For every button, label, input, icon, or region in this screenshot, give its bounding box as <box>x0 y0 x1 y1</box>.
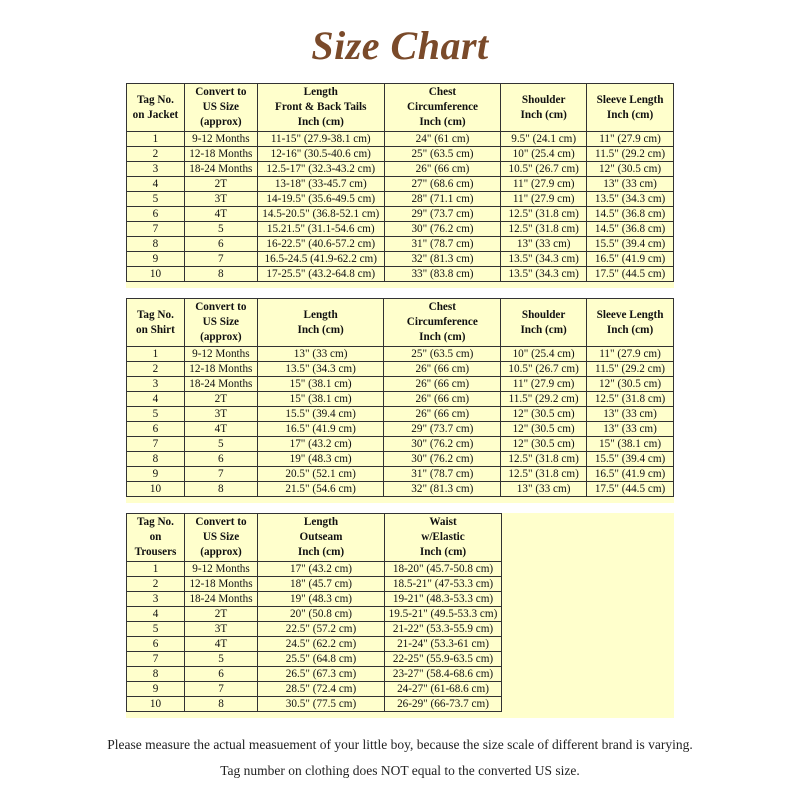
table-row <box>127 162 674 177</box>
header-tag-no: Tag No. on Trousers <box>127 514 185 562</box>
cell-length: 15.5" (39.4 cm) <box>257 407 384 422</box>
trousers-size-table <box>126 513 502 712</box>
cell-tag-no: 5 <box>127 192 185 207</box>
tag-number-note: Tag number on clothing does NOT equal to the converted US size. <box>220 763 580 778</box>
cell-us-size: 2T <box>184 177 257 192</box>
cell-length: 11-15" (27.9-38.1 cm) <box>257 132 384 147</box>
cell-shoulder: 10.5" (26.7 cm) <box>501 362 587 377</box>
header-sleeve: Sleeve Length Inch (cm) <box>587 84 674 132</box>
shirt-panel <box>126 298 674 503</box>
cell-chest: 28" (71.1 cm) <box>384 192 501 207</box>
cell-sleeve: 17.5" (44.5 cm) <box>587 267 674 282</box>
table-row <box>127 377 674 392</box>
cell-chest: 26" (66 cm) <box>384 377 501 392</box>
table-row <box>127 592 502 607</box>
cell-tag-no: 10 <box>127 482 185 497</box>
table-row <box>127 622 502 637</box>
cell-shoulder: 12.5" (31.8 cm) <box>501 452 587 467</box>
cell-shoulder: 11" (27.9 cm) <box>501 192 587 207</box>
cell-shoulder: 12.5" (31.8 cm) <box>501 207 587 222</box>
cell-shoulder: 9.5" (24.1 cm) <box>501 132 587 147</box>
cell-us-size: 9-12 Months <box>184 132 257 147</box>
table-row <box>127 437 674 452</box>
table-row <box>127 347 674 362</box>
cell-tag-no: 1 <box>127 562 185 577</box>
cell-length: 26.5" (67.3 cm) <box>258 667 385 682</box>
cell-tag-no: 9 <box>127 682 185 697</box>
cell-length: 13.5" (34.3 cm) <box>257 362 384 377</box>
cell-us-size: 18-24 Months <box>185 592 258 607</box>
cell-us-size: 3T <box>184 192 257 207</box>
cell-shoulder: 13" (33 cm) <box>501 237 587 252</box>
cell-shoulder: 10" (25.4 cm) <box>501 147 587 162</box>
table-header-row <box>127 514 502 562</box>
cell-length: 20.5" (52.1 cm) <box>257 467 384 482</box>
cell-sleeve: 13" (33 cm) <box>587 177 674 192</box>
cell-tag-no: 6 <box>127 637 185 652</box>
cell-chest: 33" (83.8 cm) <box>384 267 501 282</box>
table-row <box>127 192 674 207</box>
shirt-size-table <box>126 298 674 497</box>
cell-length: 17-25.5" (43.2-64.8 cm) <box>257 267 384 282</box>
cell-length: 15" (38.1 cm) <box>257 392 384 407</box>
cell-chest: 29" (73.7 cm) <box>384 422 501 437</box>
cell-us-size: 7 <box>185 682 258 697</box>
cell-length: 13-18" (33-45.7 cm) <box>257 177 384 192</box>
table-row <box>127 607 502 622</box>
cell-us-size: 2T <box>184 392 257 407</box>
cell-shoulder: 11" (27.9 cm) <box>501 377 587 392</box>
cell-sleeve: 13" (33 cm) <box>587 407 674 422</box>
cell-length: 16.5-24.5 (41.9-62.2 cm) <box>257 252 384 267</box>
page-title: Size Chart <box>311 23 489 68</box>
table-row <box>127 407 674 422</box>
table-row <box>127 562 502 577</box>
cell-shoulder: 13" (33 cm) <box>501 482 587 497</box>
cell-us-size: 12-18 Months <box>184 362 257 377</box>
header-us-size: Convert to US Size (approx) <box>185 514 258 562</box>
table-row <box>127 252 674 267</box>
table-row <box>127 452 674 467</box>
cell-length: 19" (48.3 cm) <box>258 592 385 607</box>
cell-length: 22.5" (57.2 cm) <box>258 622 385 637</box>
cell-shoulder: 12" (30.5 cm) <box>501 407 587 422</box>
cell-chest: 26" (66 cm) <box>384 392 501 407</box>
table-header-row <box>127 84 674 132</box>
header-length: Length Front & Back Tails Inch (cm) <box>257 84 384 132</box>
header-sleeve: Sleeve Length Inch (cm) <box>587 299 674 347</box>
table-row <box>127 177 674 192</box>
cell-sleeve: 12" (30.5 cm) <box>587 377 674 392</box>
cell-chest: 27" (68.6 cm) <box>384 177 501 192</box>
cell-length: 12.5-17" (32.3-43.2 cm) <box>257 162 384 177</box>
cell-tag-no: 4 <box>127 177 185 192</box>
cell-shoulder: 13.5" (34.3 cm) <box>501 267 587 282</box>
cell-length: 14-19.5" (35.6-49.5 cm) <box>257 192 384 207</box>
cell-chest: 29" (73.7 cm) <box>384 207 501 222</box>
header-length: Length Inch (cm) <box>257 299 384 347</box>
cell-waist: 24-27" (61-68.6 cm) <box>385 682 502 697</box>
cell-tag-no: 8 <box>127 237 185 252</box>
cell-waist: 21-24" (53.3-61 cm) <box>385 637 502 652</box>
cell-chest: 25" (63.5 cm) <box>384 347 501 362</box>
cell-length: 16-22.5" (40.6-57.2 cm) <box>257 237 384 252</box>
cell-us-size: 8 <box>184 267 257 282</box>
header-chest: Chest Circumference Inch (cm) <box>384 84 501 132</box>
cell-sleeve: 11" (27.9 cm) <box>587 347 674 362</box>
cell-waist: 26-29" (66-73.7 cm) <box>385 697 502 712</box>
cell-tag-no: 2 <box>127 577 185 592</box>
table-row <box>127 577 502 592</box>
trousers-panel <box>126 513 674 718</box>
table-row <box>127 697 502 712</box>
table-header-row <box>127 299 674 347</box>
cell-tag-no: 1 <box>127 132 185 147</box>
cell-chest: 30" (76.2 cm) <box>384 452 501 467</box>
cell-length: 15.21.5" (31.1-54.6 cm) <box>257 222 384 237</box>
cell-tag-no: 10 <box>127 267 185 282</box>
header-us-size: Convert to US Size (approx) <box>184 84 257 132</box>
cell-us-size: 9-12 Months <box>184 347 257 362</box>
cell-sleeve: 11" (27.9 cm) <box>587 132 674 147</box>
cell-tag-no: 8 <box>127 452 185 467</box>
cell-us-size: 8 <box>184 482 257 497</box>
table-row <box>127 467 674 482</box>
cell-chest: 26" (66 cm) <box>384 162 501 177</box>
jacket-size-table <box>126 83 674 282</box>
cell-length: 17" (43.2 cm) <box>258 562 385 577</box>
table-row <box>127 222 674 237</box>
cell-shoulder: 11" (27.9 cm) <box>501 177 587 192</box>
cell-tag-no: 5 <box>127 407 185 422</box>
cell-tag-no: 9 <box>127 252 185 267</box>
table-row <box>127 682 502 697</box>
cell-us-size: 3T <box>184 407 257 422</box>
cell-sleeve: 11.5" (29.2 cm) <box>587 147 674 162</box>
cell-length: 18" (45.7 cm) <box>258 577 385 592</box>
cell-shoulder: 10" (25.4 cm) <box>501 347 587 362</box>
cell-us-size: 8 <box>185 697 258 712</box>
table-row <box>127 422 674 437</box>
cell-tag-no: 3 <box>127 592 185 607</box>
cell-length: 17" (43.2 cm) <box>257 437 384 452</box>
cell-tag-no: 4 <box>127 607 185 622</box>
header-shoulder: Shoulder Inch (cm) <box>501 84 587 132</box>
cell-shoulder: 13.5" (34.3 cm) <box>501 252 587 267</box>
table-row <box>127 652 502 667</box>
cell-chest: 26" (66 cm) <box>384 407 501 422</box>
cell-length: 25.5" (64.8 cm) <box>258 652 385 667</box>
jacket-panel <box>126 83 674 288</box>
cell-waist: 19.5-21" (49.5-53.3 cm) <box>385 607 502 622</box>
cell-sleeve: 14.5" (36.8 cm) <box>587 222 674 237</box>
cell-length: 12-16" (30.5-40.6 cm) <box>257 147 384 162</box>
cell-tag-no: 3 <box>127 377 185 392</box>
cell-us-size: 12-18 Months <box>185 577 258 592</box>
header-waist: Waist w/Elastic Inch (cm) <box>385 514 502 562</box>
cell-shoulder: 10.5" (26.7 cm) <box>501 162 587 177</box>
cell-shoulder: 12" (30.5 cm) <box>501 422 587 437</box>
cell-length: 13" (33 cm) <box>257 347 384 362</box>
cell-tag-no: 6 <box>127 207 185 222</box>
cell-us-size: 5 <box>184 437 257 452</box>
cell-sleeve: 16.5" (41.9 cm) <box>587 467 674 482</box>
cell-sleeve: 12" (30.5 cm) <box>587 162 674 177</box>
cell-waist: 22-25" (55.9-63.5 cm) <box>385 652 502 667</box>
table-row <box>127 362 674 377</box>
cell-shoulder: 12.5" (31.8 cm) <box>501 467 587 482</box>
cell-length: 24.5" (62.2 cm) <box>258 637 385 652</box>
cell-chest: 24" (61 cm) <box>384 132 501 147</box>
table-row <box>127 207 674 222</box>
cell-us-size: 2T <box>185 607 258 622</box>
cell-us-size: 3T <box>185 622 258 637</box>
table-row <box>127 147 674 162</box>
table-row <box>127 237 674 252</box>
table-row <box>127 267 674 282</box>
cell-us-size: 18-24 Months <box>184 162 257 177</box>
cell-chest: 32" (81.3 cm) <box>384 252 501 267</box>
table-row <box>127 392 674 407</box>
table-row <box>127 482 674 497</box>
header-tag-no: Tag No. on Jacket <box>127 84 185 132</box>
cell-length: 20" (50.8 cm) <box>258 607 385 622</box>
cell-tag-no: 2 <box>127 362 185 377</box>
cell-chest: 31" (78.7 cm) <box>384 237 501 252</box>
table-row <box>127 132 674 147</box>
cell-tag-no: 4 <box>127 392 185 407</box>
cell-sleeve: 13" (33 cm) <box>587 422 674 437</box>
cell-us-size: 7 <box>184 252 257 267</box>
cell-tag-no: 10 <box>127 697 185 712</box>
cell-us-size: 12-18 Months <box>184 147 257 162</box>
cell-waist: 23-27" (58.4-68.6 cm) <box>385 667 502 682</box>
cell-length: 19" (48.3 cm) <box>257 452 384 467</box>
cell-length: 14.5-20.5" (36.8-52.1 cm) <box>257 207 384 222</box>
cell-waist: 18.5-21" (47-53.3 cm) <box>385 577 502 592</box>
cell-us-size: 4T <box>184 422 257 437</box>
cell-chest: 26" (66 cm) <box>384 362 501 377</box>
cell-length: 28.5" (72.4 cm) <box>258 682 385 697</box>
cell-waist: 18-20" (45.7-50.8 cm) <box>385 562 502 577</box>
cell-tag-no: 6 <box>127 422 185 437</box>
cell-shoulder: 11.5" (29.2 cm) <box>501 392 587 407</box>
cell-sleeve: 16.5" (41.9 cm) <box>587 252 674 267</box>
cell-chest: 30" (76.2 cm) <box>384 222 501 237</box>
cell-tag-no: 2 <box>127 147 185 162</box>
cell-waist: 21-22" (53.3-55.9 cm) <box>385 622 502 637</box>
header-us-size: Convert to US Size (approx) <box>184 299 257 347</box>
cell-shoulder: 12.5" (31.8 cm) <box>501 222 587 237</box>
cell-sleeve: 17.5" (44.5 cm) <box>587 482 674 497</box>
cell-us-size: 5 <box>185 652 258 667</box>
cell-tag-no: 5 <box>127 622 185 637</box>
cell-waist: 19-21" (48.3-53.3 cm) <box>385 592 502 607</box>
header-shoulder: Shoulder Inch (cm) <box>501 299 587 347</box>
cell-sleeve: 15" (38.1 cm) <box>587 437 674 452</box>
cell-shoulder: 12" (30.5 cm) <box>501 437 587 452</box>
cell-sleeve: 15.5" (39.4 cm) <box>587 237 674 252</box>
cell-sleeve: 12.5" (31.8 cm) <box>587 392 674 407</box>
cell-chest: 25" (63.5 cm) <box>384 147 501 162</box>
cell-tag-no: 7 <box>127 652 185 667</box>
cell-length: 21.5" (54.6 cm) <box>257 482 384 497</box>
cell-chest: 31" (78.7 cm) <box>384 467 501 482</box>
cell-us-size: 7 <box>184 467 257 482</box>
cell-sleeve: 15.5" (39.4 cm) <box>587 452 674 467</box>
cell-tag-no: 9 <box>127 467 185 482</box>
cell-us-size: 18-24 Months <box>184 377 257 392</box>
header-length: Length Outseam Inch (cm) <box>258 514 385 562</box>
cell-chest: 30" (76.2 cm) <box>384 437 501 452</box>
cell-tag-no: 7 <box>127 437 185 452</box>
cell-us-size: 6 <box>184 452 257 467</box>
cell-us-size: 9-12 Months <box>185 562 258 577</box>
table-row <box>127 667 502 682</box>
cell-sleeve: 14.5" (36.8 cm) <box>587 207 674 222</box>
cell-tag-no: 7 <box>127 222 185 237</box>
cell-us-size: 4T <box>185 637 258 652</box>
cell-sleeve: 11.5" (29.2 cm) <box>587 362 674 377</box>
cell-us-size: 6 <box>185 667 258 682</box>
cell-length: 16.5" (41.9 cm) <box>257 422 384 437</box>
cell-tag-no: 8 <box>127 667 185 682</box>
cell-us-size: 4T <box>184 207 257 222</box>
cell-length: 15" (38.1 cm) <box>257 377 384 392</box>
cell-sleeve: 13.5" (34.3 cm) <box>587 192 674 207</box>
cell-tag-no: 3 <box>127 162 185 177</box>
cell-length: 30.5" (77.5 cm) <box>258 697 385 712</box>
cell-tag-no: 1 <box>127 347 185 362</box>
table-row <box>127 637 502 652</box>
cell-us-size: 5 <box>184 222 257 237</box>
header-tag-no: Tag No. on Shirt <box>127 299 185 347</box>
header-chest: Chest Circumference Inch (cm) <box>384 299 501 347</box>
cell-us-size: 6 <box>184 237 257 252</box>
measurement-note: Please measure the actual measuement of your little boy, because the size scale of different brand is varying. <box>107 737 693 752</box>
cell-chest: 32" (81.3 cm) <box>384 482 501 497</box>
